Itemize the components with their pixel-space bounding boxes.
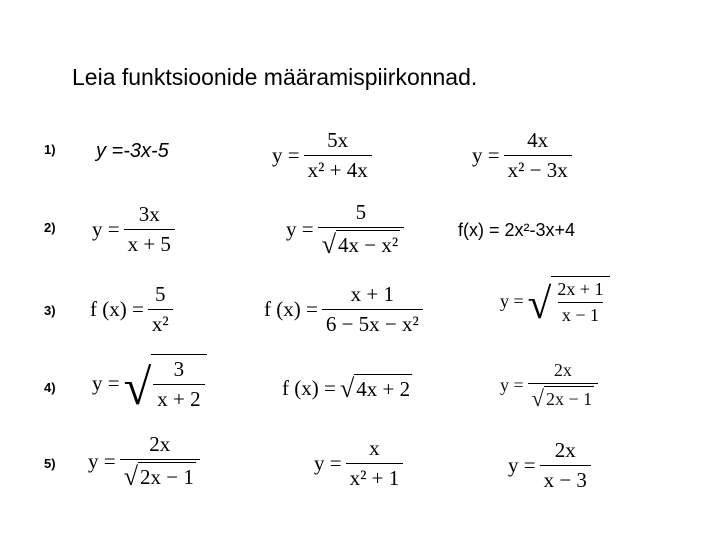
expr-4a-lhs: y = bbox=[92, 370, 120, 395]
expr-3a-lhs: f (x) = bbox=[90, 297, 144, 321]
expr-5c-lhs: y = bbox=[508, 453, 536, 477]
expr-4c-denominator bbox=[528, 383, 599, 411]
expr-3a-fraction bbox=[148, 282, 173, 337]
item-number-2: 2) bbox=[44, 220, 56, 235]
expr-4a-root bbox=[123, 354, 207, 415]
expr-3c bbox=[500, 276, 610, 326]
expr-5a-numerator: 2x bbox=[149, 432, 171, 456]
expr-3b bbox=[264, 282, 423, 337]
expr-5a-root bbox=[124, 462, 196, 490]
item-number-3: 3) bbox=[44, 303, 56, 318]
expr-4a bbox=[92, 354, 207, 415]
expr-5a-lhs: y = bbox=[88, 448, 116, 473]
expr-5a-fraction bbox=[120, 432, 200, 491]
expr-5b-fraction bbox=[346, 436, 404, 491]
expr-1b-numerator: 5x bbox=[327, 128, 349, 152]
expr-1b bbox=[272, 128, 372, 183]
expr-2b-radicand: 4x − x² bbox=[336, 230, 400, 258]
expr-2c: f(x) = 2x²-3x+4 bbox=[458, 220, 576, 240]
expr-4a-fraction bbox=[153, 357, 204, 412]
expr-5c-denominator: x − 3 bbox=[540, 465, 591, 493]
expr-5a-radicand: 2x − 1 bbox=[138, 462, 196, 490]
expr-4a-numerator: 3 bbox=[173, 357, 185, 381]
expr-4b bbox=[282, 374, 412, 402]
expr-2b bbox=[286, 200, 404, 259]
expr-5c-fraction bbox=[540, 438, 591, 493]
expr-5a-denominator bbox=[120, 459, 200, 491]
sqrt-icon: √ bbox=[123, 358, 152, 415]
expr-5c bbox=[508, 438, 591, 493]
expr-1c-numerator: 4x bbox=[527, 128, 549, 152]
expr-5b-numerator: x bbox=[369, 436, 380, 460]
expr-3b-numerator: x + 1 bbox=[350, 282, 394, 306]
expr-3a bbox=[90, 282, 173, 337]
expr-1b-denominator: x² + 4x bbox=[304, 155, 372, 183]
expr-1b-fraction bbox=[304, 128, 372, 183]
expr-2a-lhs: y = bbox=[92, 217, 120, 241]
expr-4c-lhs: y = bbox=[500, 374, 524, 395]
sqrt-icon: √ bbox=[321, 229, 337, 259]
expr-4a-denominator: x + 2 bbox=[153, 384, 204, 412]
expr-2a-denominator: x + 5 bbox=[124, 229, 175, 257]
page-title: Leia funktsioonide määramispiirkonnad. bbox=[72, 64, 478, 90]
expr-2b-lhs: y = bbox=[286, 216, 314, 241]
expr-4c bbox=[500, 360, 598, 411]
expr-5c-numerator: 2x bbox=[554, 438, 576, 462]
expr-4a-radicand bbox=[151, 354, 206, 412]
expr-4c-fraction bbox=[528, 360, 599, 411]
sqrt-icon: √ bbox=[339, 373, 355, 403]
expr-3a-numerator: 5 bbox=[154, 282, 166, 306]
expr-5b-lhs: y = bbox=[314, 451, 342, 475]
expr-1a: y =-3x-5 bbox=[96, 140, 169, 162]
item-number-4: 4) bbox=[44, 380, 56, 395]
expr-4c-radicand: 2x − 1 bbox=[544, 386, 594, 410]
expr-3c-fraction bbox=[553, 279, 607, 326]
expr-1c bbox=[472, 128, 572, 183]
sqrt-icon: √ bbox=[527, 280, 552, 328]
expr-1c-lhs: y = bbox=[472, 143, 500, 167]
expr-3c-root bbox=[528, 276, 610, 326]
expr-3b-lhs: f (x) = bbox=[264, 297, 318, 321]
sqrt-icon: √ bbox=[123, 461, 139, 491]
expr-4b-radicand: 4x + 2 bbox=[354, 374, 412, 402]
expr-4b-lhs: f (x) = bbox=[282, 375, 336, 400]
expr-3c-radicand bbox=[551, 276, 609, 326]
expr-4c-root bbox=[532, 386, 595, 410]
expr-2b-fraction bbox=[318, 200, 405, 259]
expr-3c-denominator: x − 1 bbox=[558, 302, 603, 326]
expr-2a-numerator: 3x bbox=[138, 202, 160, 226]
expr-5b-denominator: x² + 1 bbox=[346, 463, 404, 491]
expr-5b bbox=[314, 436, 403, 491]
expr-1c-denominator: x² − 3x bbox=[504, 155, 572, 183]
expr-2a-fraction bbox=[124, 202, 175, 257]
expr-3b-denominator: 6 − 5x − x² bbox=[322, 309, 423, 337]
expr-3c-numerator: 2x + 1 bbox=[557, 279, 604, 299]
expr-1b-lhs: y = bbox=[272, 143, 300, 167]
expr-4b-root bbox=[340, 374, 412, 402]
expr-2b-denominator bbox=[318, 227, 405, 259]
sqrt-icon: √ bbox=[531, 385, 545, 411]
expr-3c-lhs: y = bbox=[500, 290, 524, 311]
expr-3a-denominator: x² bbox=[148, 309, 173, 337]
item-number-5: 5) bbox=[44, 456, 56, 471]
expr-4c-numerator: 2x bbox=[553, 360, 572, 380]
expr-3b-fraction bbox=[322, 282, 423, 337]
expr-5a bbox=[88, 432, 200, 491]
expr-2b-root bbox=[322, 230, 401, 258]
item-number-1: 1) bbox=[44, 142, 56, 157]
expr-2a bbox=[92, 202, 175, 257]
expr-1c-fraction bbox=[504, 128, 572, 183]
expr-2b-numerator: 5 bbox=[355, 200, 367, 224]
